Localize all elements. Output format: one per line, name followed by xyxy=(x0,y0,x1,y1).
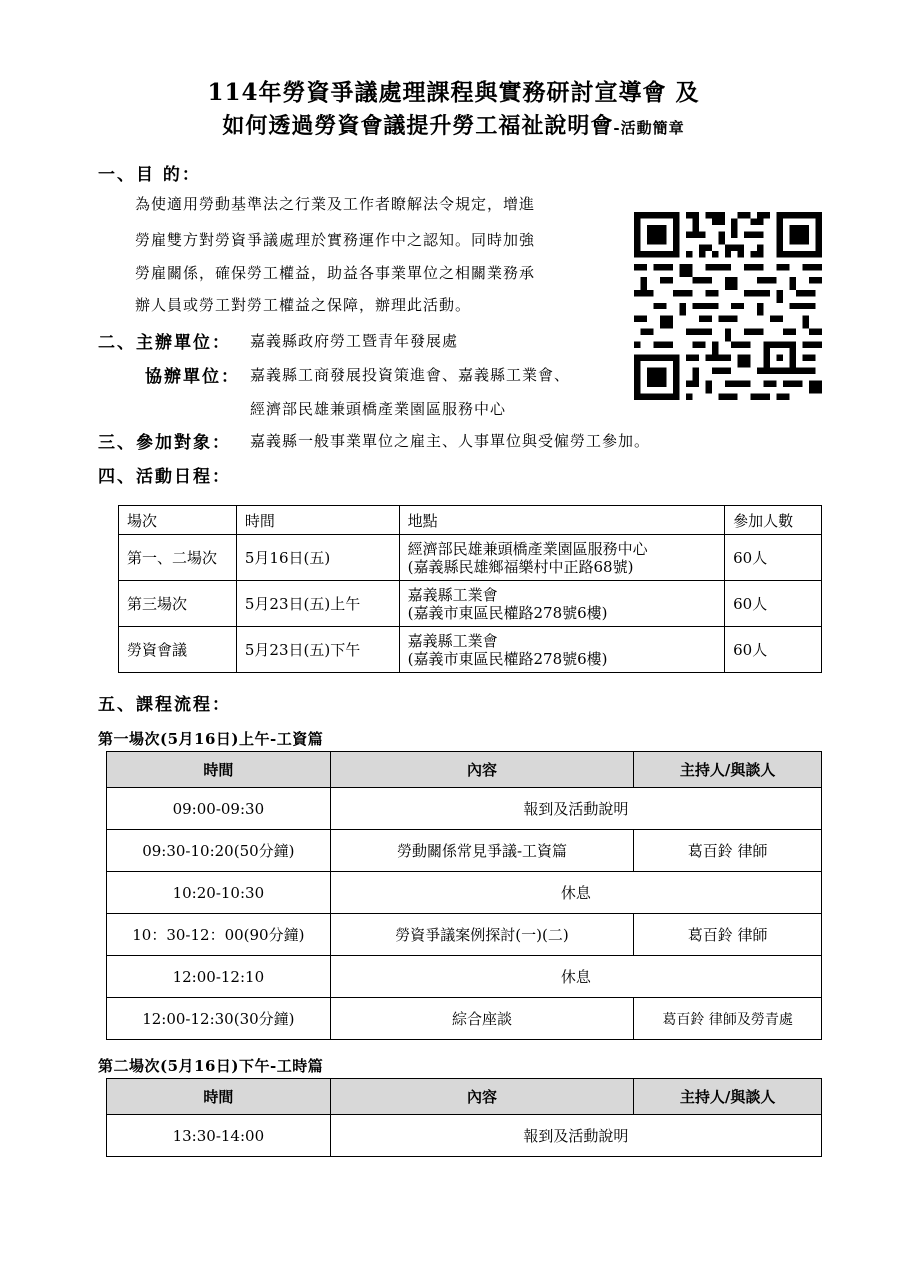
table-row xyxy=(107,998,822,1040)
schedule-time: 5月23日(五)上午 xyxy=(236,581,399,627)
schedule-header-place: 地點 xyxy=(399,506,724,535)
session1-time: 12:00-12:30(30分鐘) xyxy=(107,998,331,1040)
session1-host: 葛百鈴 律師 xyxy=(634,914,822,956)
session2-title: 第二場次(5月16日)下午-工時篇 xyxy=(98,1057,324,1075)
table-row xyxy=(107,872,822,914)
session2-time: 13:30-14:00 xyxy=(107,1115,331,1157)
schedule-place xyxy=(399,627,724,673)
schedule-place-name: 經濟部民雄兼頭橋產業園區服務中心 xyxy=(407,539,648,558)
schedule-header-session: 場次 xyxy=(119,506,237,535)
session1-header-host: 主持人/與談人 xyxy=(634,752,822,788)
flow-heading: 五、課程流程： xyxy=(98,695,231,715)
session1-content: 報到及活動說明 xyxy=(330,788,821,830)
schedule-header-count: 參加人數 xyxy=(725,506,822,535)
schedule-count: 60人 xyxy=(725,535,822,581)
table-row xyxy=(107,1115,822,1157)
schedule-time: 5月16日(五) xyxy=(236,535,399,581)
session1-title: 第一場次(5月16日)上午-工資篇 xyxy=(98,730,324,748)
session1-header-content: 內容 xyxy=(330,752,634,788)
schedule-place-address: (嘉義市東區民權路278號6樓) xyxy=(407,603,608,622)
session2-header-host: 主持人/與談人 xyxy=(634,1079,822,1115)
schedule-session: 第三場次 xyxy=(119,581,237,627)
session1-time: 12:00-12:10 xyxy=(107,956,331,998)
schedule-place-address: (嘉義市東區民權路278號6樓) xyxy=(407,649,608,668)
purpose-line-3: 勞雇關係，確保勞工權益，助益各事業單位之相關業務承 xyxy=(135,264,536,282)
schedule-place-name: 嘉義縣工業會 xyxy=(407,631,498,650)
schedule-place xyxy=(399,581,724,627)
schedule-place xyxy=(399,535,724,581)
schedule-count: 60人 xyxy=(725,627,822,673)
document-title-suffix: -活動簡章 xyxy=(613,119,685,137)
session2-header-content: 內容 xyxy=(330,1079,634,1115)
session1-time: 10：30-12：00(90分鐘) xyxy=(107,914,331,956)
document-title-line1: 114年勞資爭議處理課程與實務研討宣導會 及 xyxy=(207,79,700,106)
session1-content: 勞動關係常見爭議-工資篇 xyxy=(330,830,634,872)
table-row xyxy=(119,535,822,581)
session1-content: 勞資爭議案例探討(一)(二) xyxy=(330,914,634,956)
schedule-place-name: 嘉義縣工業會 xyxy=(407,585,498,604)
table-row xyxy=(107,830,822,872)
session1-header-time: 時間 xyxy=(107,752,331,788)
session1-content: 綜合座談 xyxy=(330,998,634,1040)
purpose-heading: 一、目 的： xyxy=(98,165,201,185)
table-row xyxy=(119,627,822,673)
table-row xyxy=(107,956,822,998)
document-title-main: 如何透過勞資會議提升勞工福祉說明會 xyxy=(222,113,614,139)
qr-code-icon[interactable] xyxy=(634,212,822,400)
session2-content: 報到及活動說明 xyxy=(330,1115,821,1157)
co-organizer-heading: 協辦單位： xyxy=(145,367,240,387)
schedule-time: 5月23日(五)下午 xyxy=(236,627,399,673)
session2-header-time: 時間 xyxy=(107,1079,331,1115)
schedule-header-time: 時間 xyxy=(236,506,399,535)
session2-header-row xyxy=(107,1079,822,1115)
table-row xyxy=(119,581,822,627)
document-title-line2 xyxy=(0,109,907,140)
schedule-session: 勞資會議 xyxy=(119,627,237,673)
session1-time: 10:20-10:30 xyxy=(107,872,331,914)
schedule-header-row xyxy=(119,506,822,535)
organizer-value: 嘉義縣政府勞工暨青年發展處 xyxy=(250,332,459,350)
session1-content: 休息 xyxy=(330,872,821,914)
session2-table xyxy=(106,1078,822,1157)
session1-host: 葛百鈴 律師 xyxy=(634,830,822,872)
co-organizer-line-1: 嘉義縣工商發展投資策進會、嘉義縣工業會、 xyxy=(250,366,571,384)
session1-content: 休息 xyxy=(330,956,821,998)
purpose-line-1: 為使適用勞動基準法之行業及工作者瞭解法令規定，增進 xyxy=(135,195,536,213)
purpose-line-2: 勞雇雙方對勞資爭議處理於實務運作中之認知。同時加強 xyxy=(135,231,536,249)
schedule-place-address: (嘉義縣民雄鄉福樂村中正路68號) xyxy=(407,557,634,576)
co-organizer-line-2: 經濟部民雄兼頭橋產業園區服務中心 xyxy=(250,400,507,418)
table-row xyxy=(107,788,822,830)
schedule-count: 60人 xyxy=(725,581,822,627)
session1-time: 09:30-10:20(50分鐘) xyxy=(107,830,331,872)
schedule-session: 第一、二場次 xyxy=(119,535,237,581)
purpose-line-4: 辦人員或勞工對勞工權益之保障，辦理此活動。 xyxy=(135,296,472,314)
session1-time: 09:00-09:30 xyxy=(107,788,331,830)
session1-host: 葛百鈴 律師及勞青處 xyxy=(634,998,822,1040)
table-row xyxy=(107,914,822,956)
schedule-table xyxy=(118,505,822,673)
session1-table xyxy=(106,751,822,1040)
audience-heading: 三、參加對象： xyxy=(98,433,231,453)
audience-value: 嘉義縣一般事業單位之雇主、人事單位與受僱勞工參加。 xyxy=(250,432,651,450)
organizer-heading: 二、主辦單位： xyxy=(98,333,231,353)
schedule-heading: 四、活動日程： xyxy=(98,467,231,487)
session1-header-row xyxy=(107,752,822,788)
